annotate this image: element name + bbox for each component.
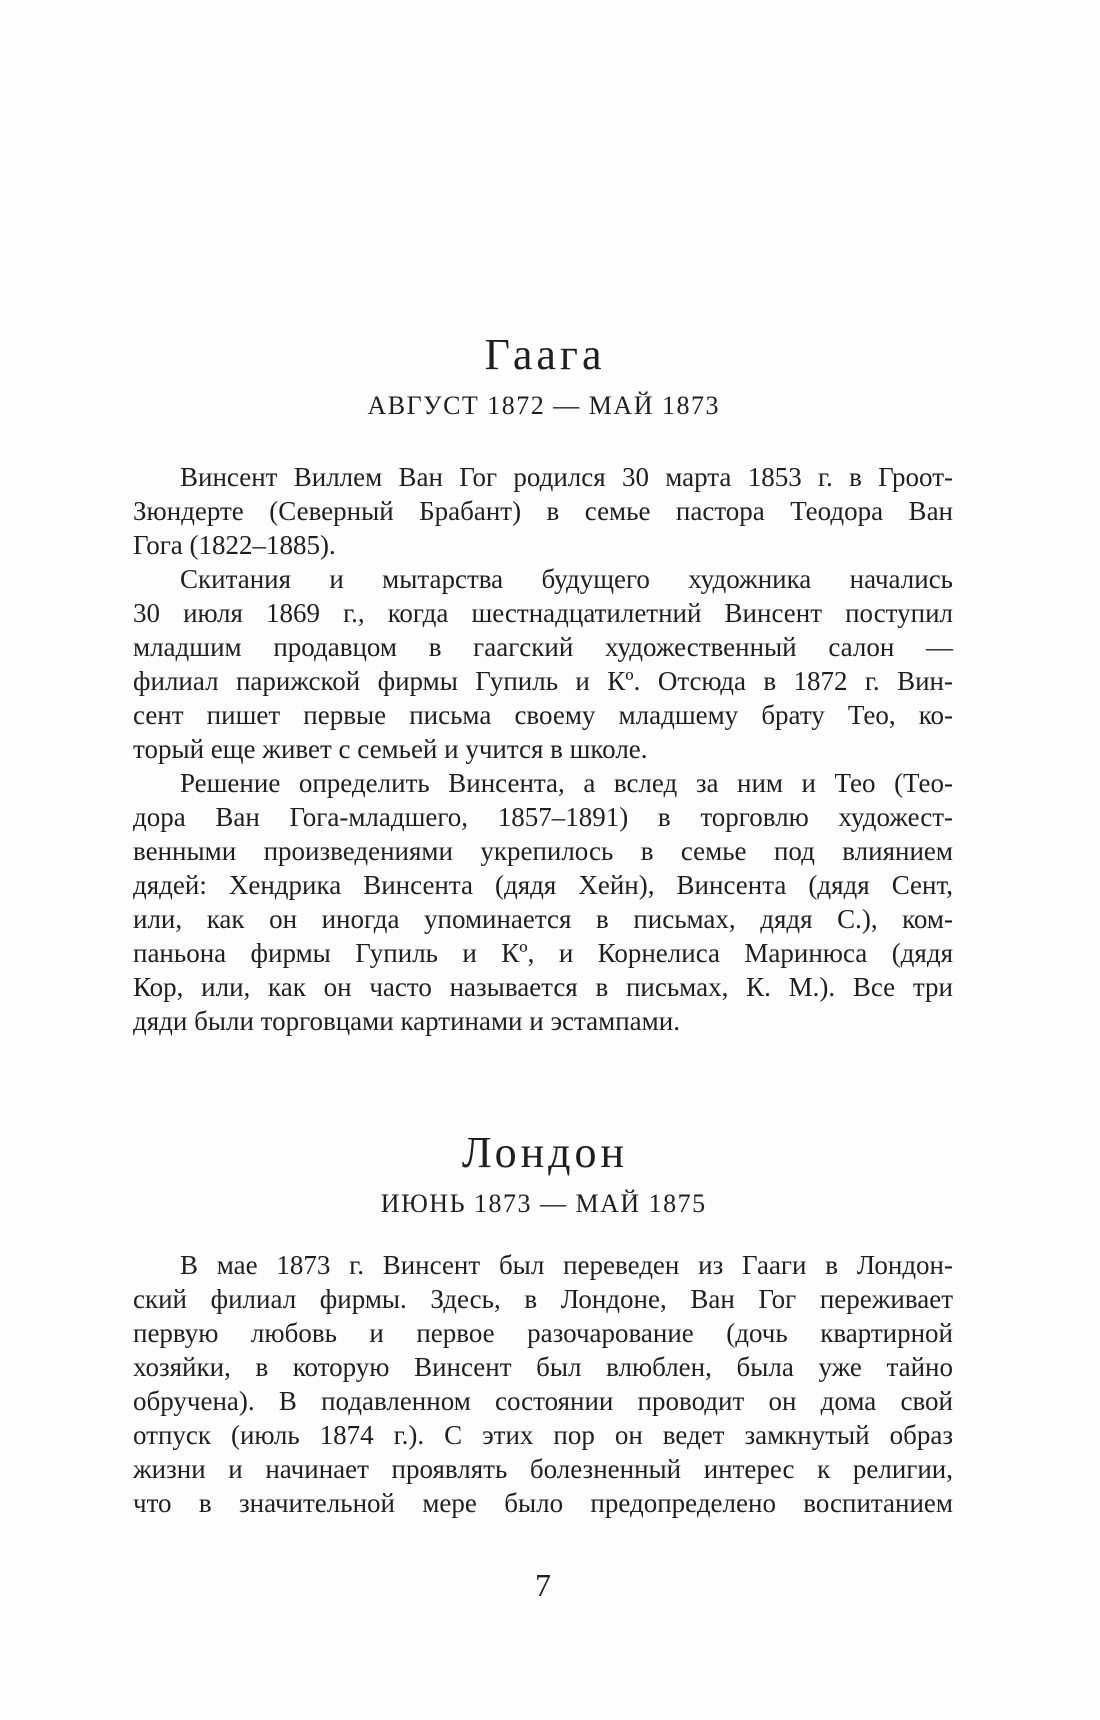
text-line: что в значительной мере было предопределено воспитанием bbox=[133, 1488, 953, 1518]
text-line: венными произведениями укрепилось в семье под влиянием bbox=[133, 836, 953, 866]
paragraph bbox=[133, 460, 953, 562]
section-body bbox=[133, 1248, 953, 1520]
section-subtitle: ИЮНЬ 1873 — МАЙ 1875 bbox=[380, 1189, 707, 1218]
text-line: Гога (1822–1885). bbox=[133, 530, 336, 560]
section-title: Лондон bbox=[461, 1128, 629, 1177]
text-line: хозяйки, в которую Винсент был влюблен, была уже тайно bbox=[133, 1352, 953, 1382]
paragraph bbox=[133, 562, 953, 766]
section-title: Гаага bbox=[484, 330, 606, 379]
text-line: сент пишет первые письма своему младшему брату Тео, ко- bbox=[133, 700, 953, 730]
text-line: Решение определить Винсента, а вслед за ним и Тео (Тео- bbox=[180, 768, 953, 798]
text-line: жизни и начинает проявлять болезненный интерес к религии, bbox=[133, 1454, 953, 1484]
paragraph bbox=[133, 1248, 953, 1520]
text-line: младшим продавцом в гаагский художественный салон — bbox=[133, 632, 953, 662]
text-column bbox=[133, 0, 953, 1605]
text-line: отпуск (июль 1874 г.). С этих пор он ведет замкнутый образ bbox=[133, 1420, 953, 1450]
text-line: дядей: Хендрика Винсента (дядя Хейн), Винсента (дядя Сент, bbox=[133, 870, 953, 900]
text-line: дяди были торговцами картинами и эстампами. bbox=[133, 1006, 680, 1036]
text-line: ский филиал фирмы. Здесь, в Лондоне, Ван Гог переживает bbox=[133, 1284, 953, 1314]
section-london bbox=[133, 1128, 953, 1520]
text-line: первую любовь и первое разочарование (дочь квартирной bbox=[133, 1318, 953, 1348]
paragraph bbox=[133, 766, 953, 1038]
text-line: филиал парижской фирмы Гупиль и Кº. Отсюда в 1872 г. Вин- bbox=[133, 666, 953, 696]
text-line: Кор, или, как он часто называется в письмах, К. М.). Все три bbox=[133, 972, 953, 1002]
text-line: торый еще живет с семьей и учится в школе. bbox=[133, 734, 648, 764]
text-line: Скитания и мытарства будущего художника начались bbox=[180, 564, 953, 594]
section-body bbox=[133, 460, 953, 1038]
text-line: дора Ван Гога-младшего, 1857–1891) в торговлю художест- bbox=[133, 802, 953, 832]
text-line: паньона фирмы Гупиль и Кº, и Корнелиса Маринюса (дядя bbox=[133, 938, 953, 968]
section-hague bbox=[133, 330, 953, 1038]
text-line: Зюндерте (Северный Брабант) в семье пастора Теодора Ван bbox=[133, 496, 953, 526]
text-line: 30 июля 1869 г., когда шестнадцатилетний Винсент поступил bbox=[133, 598, 953, 628]
text-line: обручена). В подавленном состоянии проводит он дома свой bbox=[133, 1386, 953, 1416]
text-line: или, как он иногда упоминается в письмах, дядя С.), ком- bbox=[133, 904, 953, 934]
text-line: В мае 1873 г. Винсент был переведен из Гааги в Лондон- bbox=[180, 1250, 953, 1280]
text-line: Винсент Виллем Ван Гог родился 30 марта 1853 г. в Гроот- bbox=[180, 462, 953, 492]
section-subtitle: АВГУСТ 1872 — МАЙ 1873 bbox=[367, 391, 720, 420]
page-number: 7 bbox=[535, 1567, 551, 1603]
